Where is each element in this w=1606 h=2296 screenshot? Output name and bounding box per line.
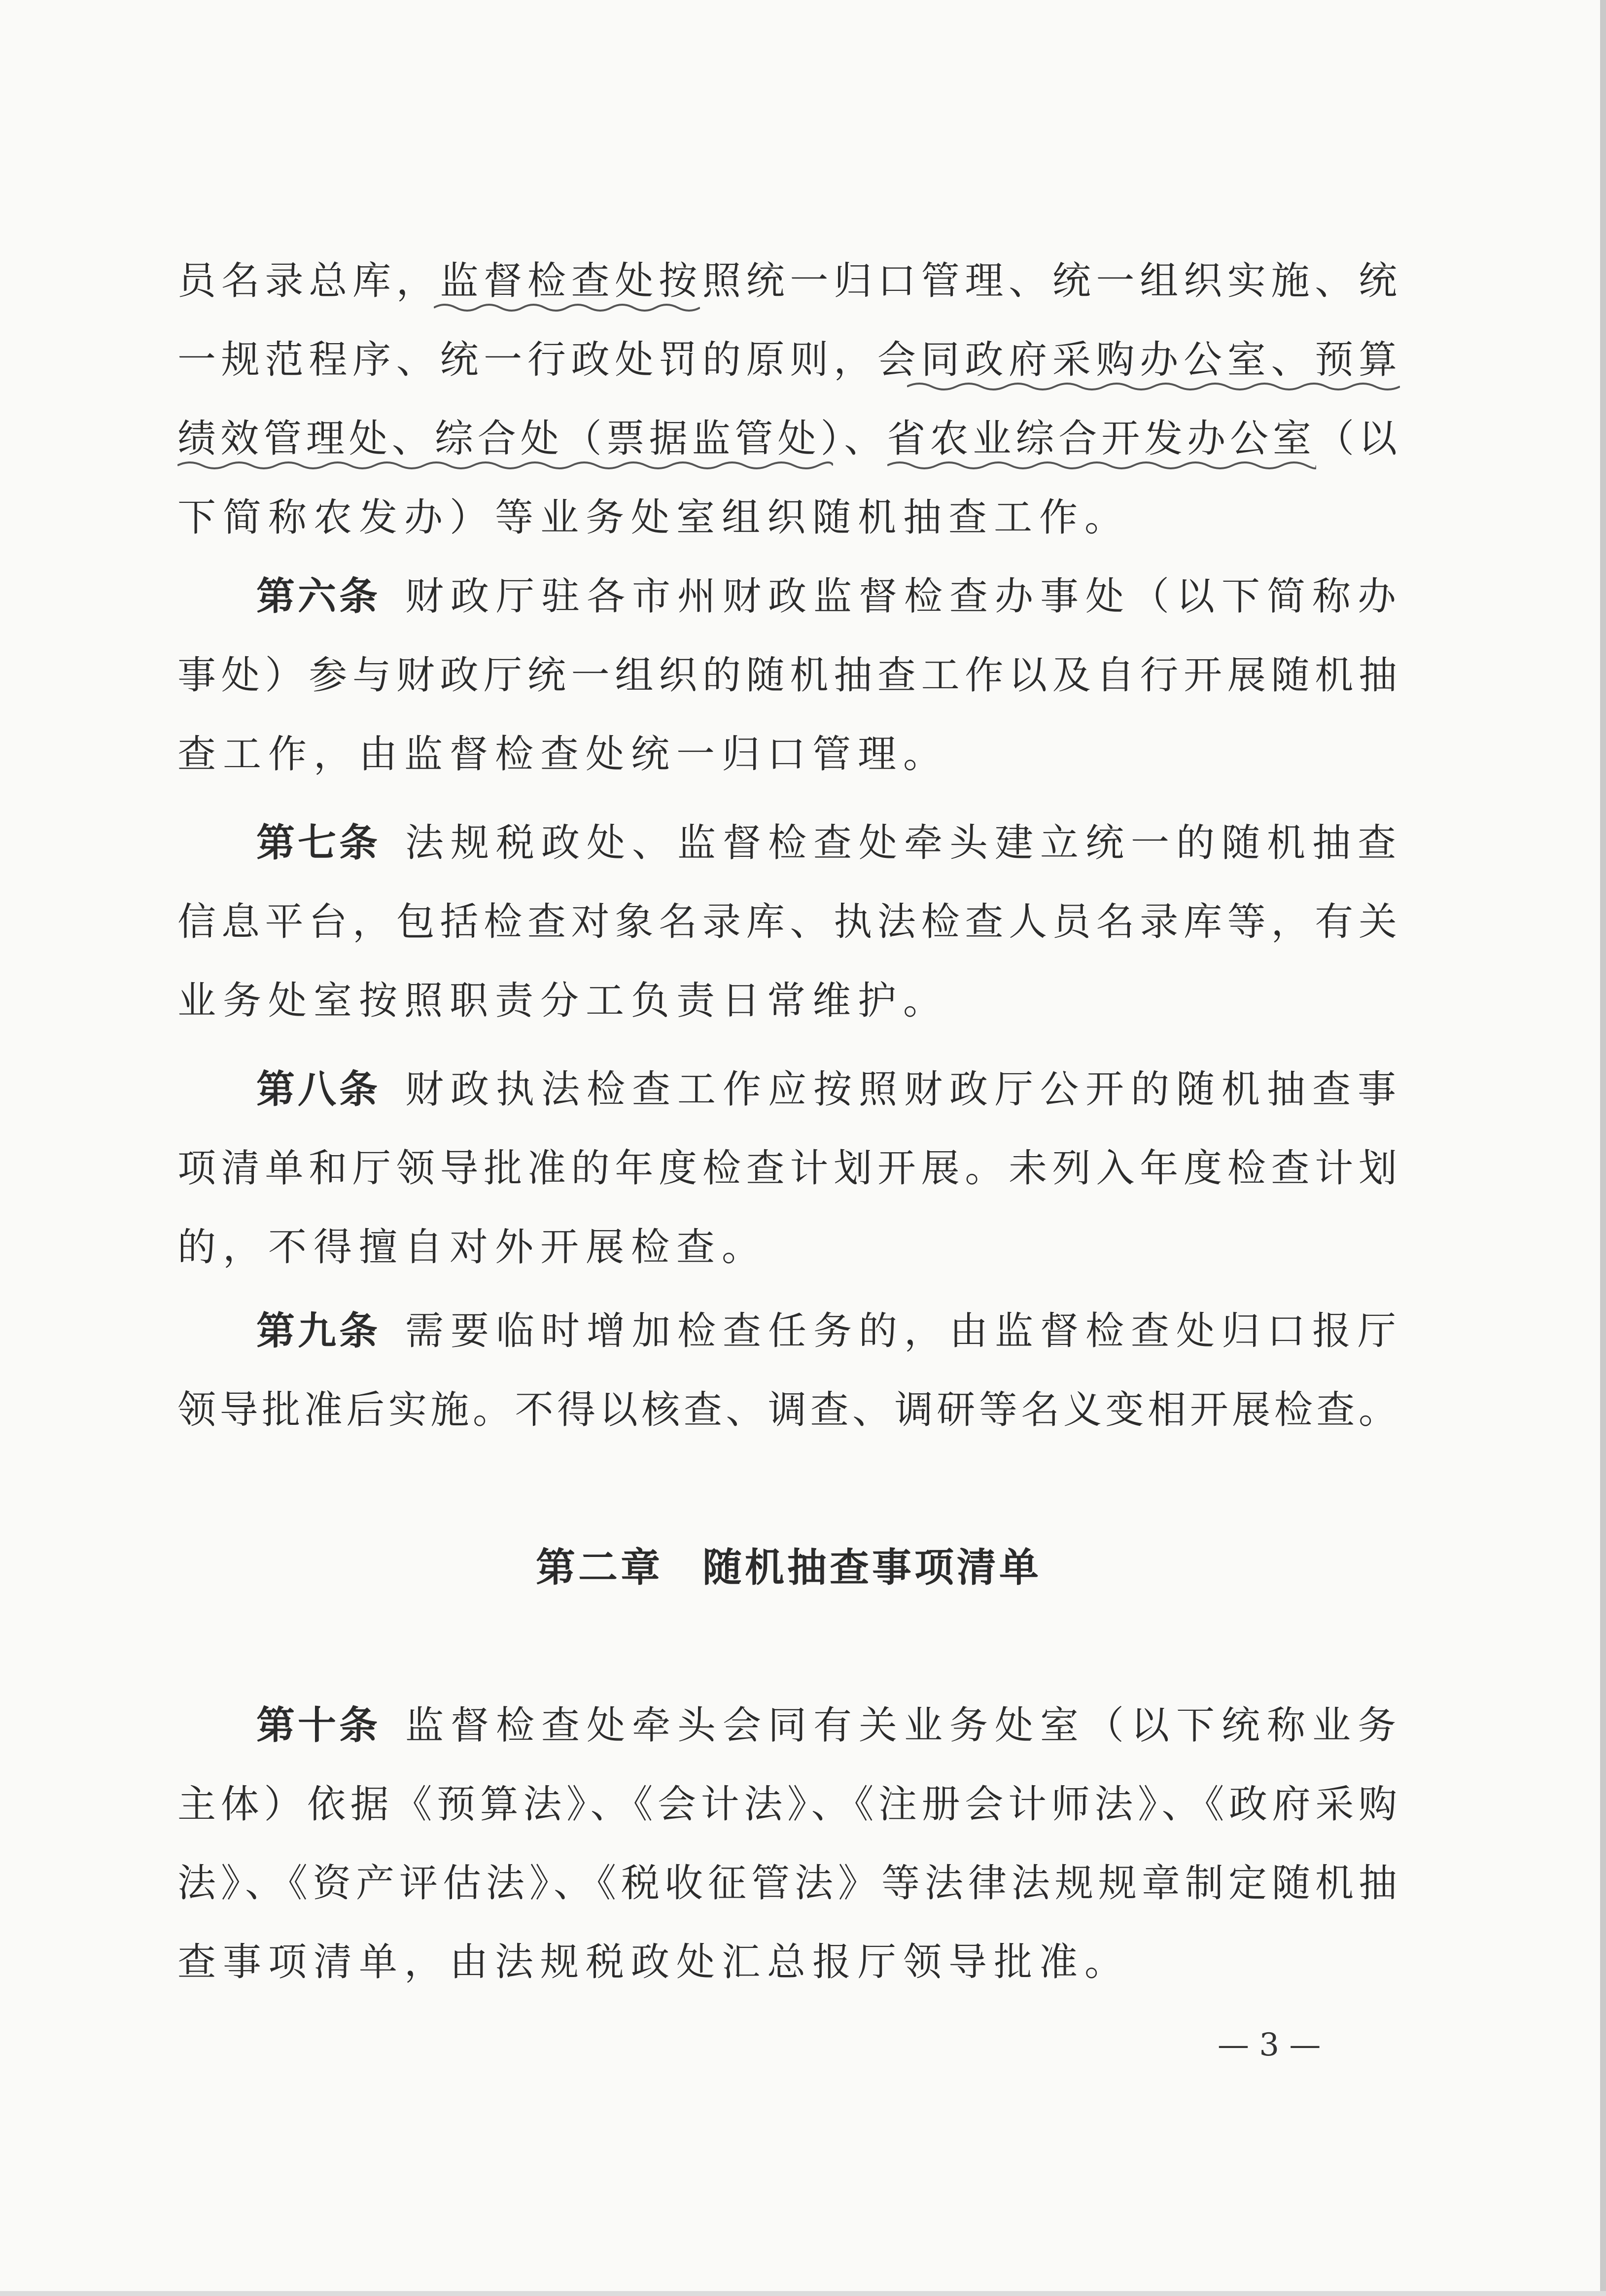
text-line: 信息平台，包括检查对象名录库、执法检查人员名录库等，有关 [177, 900, 1400, 944]
chapter-number: 第二章 [536, 1545, 663, 1590]
article-number: 第六条 [256, 574, 381, 619]
text-line: 项清单和厅领导批准的年度检查计划开展。未列入年度检查计划 [177, 1146, 1400, 1191]
text-line: 下简称农发办）等业务处室组织随机抽查工作。 [177, 495, 1130, 540]
article-text: 监督检查处牵头会同有关业务处室（以下统称业务 [405, 1703, 1403, 1748]
article-text: 财政执法检查工作应按照财政厅公开的随机抽查事 [405, 1067, 1403, 1112]
article-number: 第十条 [256, 1703, 381, 1748]
scan-edge-bottom [0, 2291, 1606, 2296]
page-number: — 3 — [1218, 2027, 1321, 2063]
chapter-title: 随机抽查事项清单 [702, 1545, 1042, 1590]
text-line: 查事项清单，由法规税政处汇总报厅领导批准。 [177, 1940, 1130, 1984]
article-line [256, 1065, 1403, 1114]
article-line [256, 1701, 1403, 1750]
text-line: 主体）依据《预算法》、《会计法》、《注册会计师法》、《政府采购 [177, 1782, 1400, 1827]
chapter-heading [177, 1543, 1400, 1592]
article-line [256, 818, 1403, 868]
article-number: 第九条 [256, 1309, 381, 1353]
text-line: 法》、《资产评估法》、《税收征管法》等法律法规规章制定随机抽 [177, 1861, 1400, 1906]
article-line [256, 1307, 1403, 1356]
article-number: 第七条 [256, 821, 381, 865]
article-text: 需要临时增加检查任务的，由监督检查处归口报厅 [405, 1309, 1403, 1353]
text-line: 一规范程序、统一行政处罚的原则，会同政府采购办公室、预算 [177, 338, 1400, 382]
wavy-underline [177, 459, 833, 471]
wavy-underline [434, 302, 700, 314]
wavy-underline [907, 381, 1400, 392]
text-line: 领导批准后实施。不得以核查、调查、调研等名义变相开展检查。 [177, 1388, 1400, 1432]
text-line: 查工作，由监督检查处统一归口管理。 [177, 732, 949, 777]
article-text: 财政厅驻各市州财政监督检查办事处（以下简称办 [405, 574, 1403, 619]
article-line [256, 572, 1403, 621]
text-line: 业务处室按照职责分工负责日常维护。 [177, 979, 949, 1023]
article-number: 第八条 [256, 1067, 381, 1112]
scan-edge [1600, 0, 1606, 2296]
text-line: 绩效管理处、综合处（票据监管处）、省农业综合开发办公室（以 [177, 417, 1400, 461]
text-line: 的，不得擅自对外开展检查。 [177, 1225, 768, 1270]
text-line: 事处）参与财政厅统一组织的随机抽查工作以及自行开展随机抽 [177, 653, 1400, 698]
text-line: 员名录总库，监督检查处按照统一归口管理、统一组织实施、统 [177, 259, 1400, 303]
wavy-underline [887, 459, 1316, 471]
article-text: 法规税政处、监督检查处牵头建立统一的随机抽查 [405, 821, 1403, 865]
